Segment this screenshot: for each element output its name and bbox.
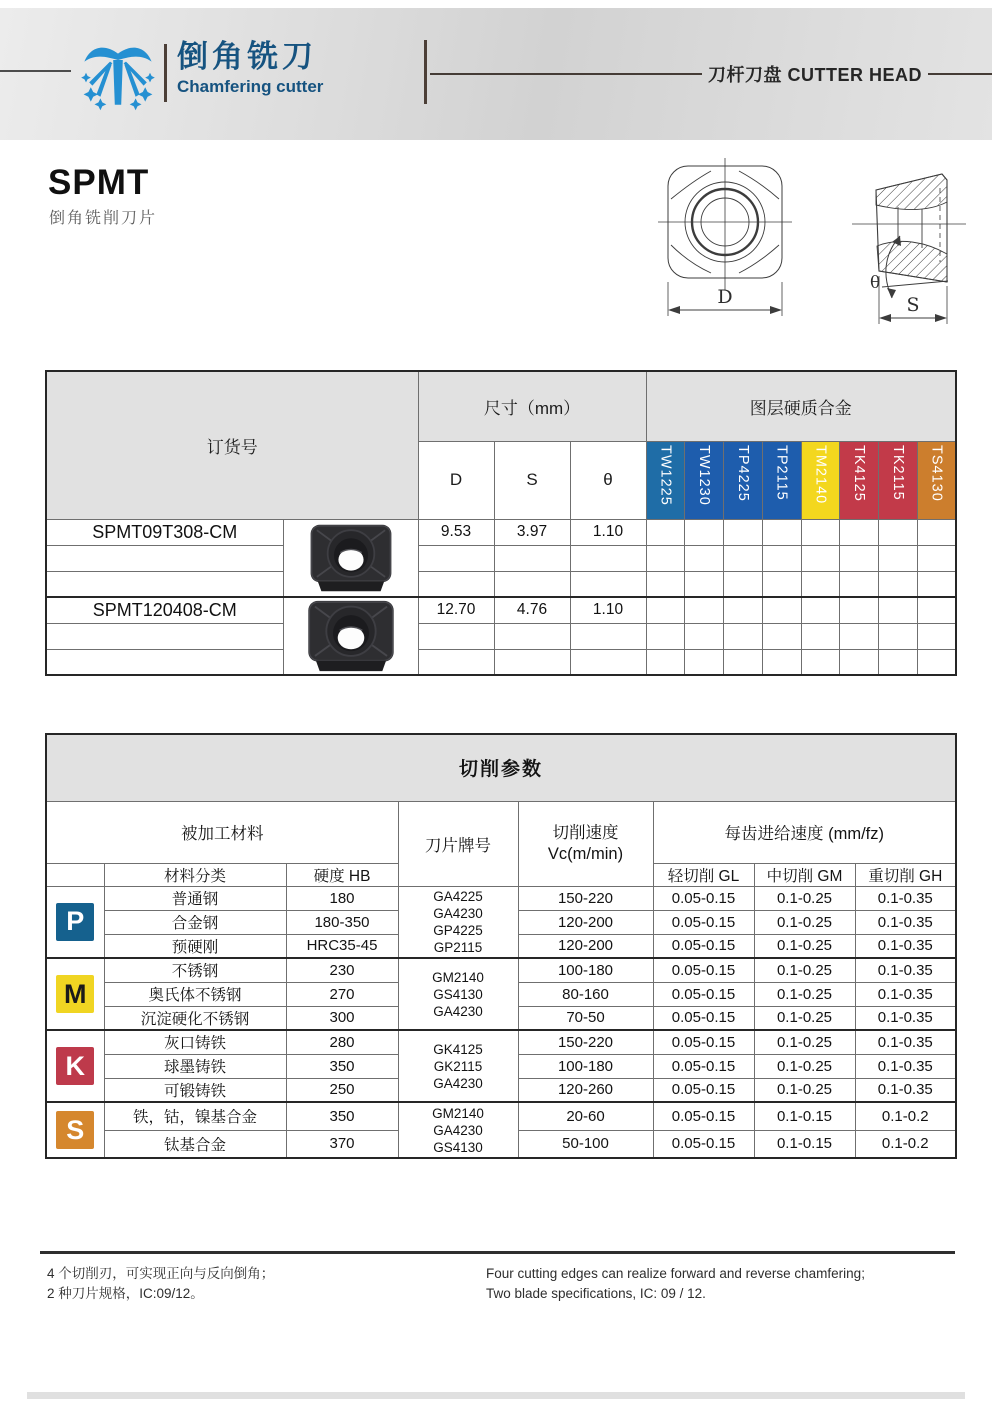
- table-row: [46, 649, 956, 675]
- table-row: 合金钢 180-350 120-200 0.05-0.15 0.1-0.25 0.1-0.35: [46, 910, 956, 934]
- grade-list-p: GA4225 GA4230 GP4225 GP2115: [398, 886, 518, 958]
- table-row: 奥氏体不锈钢 270 80-160 0.05-0.15 0.1-0.25 0.1-0.35: [46, 982, 956, 1006]
- table-row: 钛基合金 370 50-100 0.05-0.15 0.1-0.15 0.1-0.2: [46, 1130, 956, 1158]
- table-row: M 不锈钢 230 GM2140 GS4130 GA4230 100-180 0.05-0.15 0.1-0.25 0.1-0.35: [46, 958, 956, 982]
- grade-column-tp2115: [762, 441, 801, 519]
- value-d: 9.53: [418, 519, 494, 545]
- value-theta: 1.10: [570, 597, 646, 623]
- grade-label: TP4225: [734, 445, 751, 502]
- grade-list-m: GM2140 GS4130 GA4230: [398, 958, 518, 1030]
- page-title: SPMT: [48, 163, 150, 202]
- material-group-s: [46, 1102, 104, 1158]
- insert-photo: [283, 597, 418, 675]
- header-heavy-cut: 重切削 GH: [855, 863, 956, 886]
- header-feed-per-tooth: 每齿进给速度 (mm/fz): [653, 801, 956, 863]
- header-light-cut: 轻切削 GL: [653, 863, 754, 886]
- material-group-m: [46, 958, 104, 1030]
- material-group-k: [46, 1030, 104, 1102]
- dimension-d-label: D: [717, 286, 733, 308]
- header-cutting-speed: [518, 801, 653, 886]
- header-cutting-speed-unit: Vc(m/min): [547, 844, 624, 863]
- dimension-theta-label: θ: [870, 273, 881, 293]
- insert-photo: [283, 519, 418, 597]
- header-divider: [424, 40, 427, 104]
- grade-column-tw1225: [646, 441, 685, 519]
- table-row: [46, 519, 956, 545]
- badge-s: S: [56, 1111, 94, 1149]
- table-row: [46, 597, 956, 623]
- table-row: K 灰口铸铁 280 GK4125 GK2115 GA4230 150-220 0.05-0.15 0.1-0.25 0.1-0.35: [46, 1030, 956, 1054]
- brand-logo-icon: [78, 34, 158, 118]
- section-label: 刀杆刀盘 CUTTER HEAD: [708, 65, 922, 85]
- footnote-en-line1: Four cutting edges can realize forward and reverse chamfering;: [486, 1266, 865, 1281]
- table-row: S 铁，钴，镍基合金 350 GM2140 GA4230 GS4130 20-60 0.05-0.15 0.1-0.15 0.1-0.2: [46, 1102, 956, 1130]
- section-rule-right: [928, 73, 992, 75]
- order-number: SPMT09T308-CM: [46, 519, 283, 545]
- header-cutting-speed-zh: 切削速度: [552, 823, 619, 842]
- grade-label: TS4130: [928, 445, 945, 502]
- badge-m: M: [56, 975, 94, 1013]
- badge-k: K: [56, 1047, 94, 1085]
- grade-label: TK2115: [889, 445, 906, 501]
- header-workpiece-material: 被加工材料: [46, 801, 398, 863]
- insert-technical-drawing: [648, 158, 968, 336]
- logo-divider: [164, 44, 167, 102]
- header-hardness: 硬度 HB: [286, 863, 398, 886]
- header-left-rule: [0, 70, 71, 72]
- badge-p: P: [56, 903, 94, 941]
- grade-column-tm2140: [801, 441, 840, 519]
- grade-label: TW1225: [657, 445, 674, 506]
- page-bottom-bar: [27, 1392, 965, 1399]
- header-order-no: 订货号: [46, 371, 418, 519]
- footnote-chinese: [47, 1264, 274, 1304]
- table-row: 可锻铸铁 250 120-260 0.05-0.15 0.1-0.25 0.1-0.35: [46, 1078, 956, 1102]
- material: 普通钢: [104, 886, 286, 910]
- header-band: [0, 8, 992, 140]
- table-row: [46, 623, 956, 649]
- table-row: [46, 571, 956, 597]
- brand-title: 倒角铣刀: [177, 39, 317, 74]
- dimension-s-label: S: [906, 294, 920, 316]
- header-insert-grade: 刀片牌号: [398, 801, 518, 886]
- footer-rule: [40, 1251, 955, 1254]
- header-s: S: [494, 441, 570, 519]
- grade-column-tw1230: [685, 441, 724, 519]
- order-number: SPMT120408-CM: [46, 597, 283, 623]
- value-d: 12.70: [418, 597, 494, 623]
- footnote-zh-line1: 4 个切削刃，可实现正向与反向倒角；: [47, 1266, 275, 1281]
- header-coating: 图层硬质合金: [646, 371, 956, 441]
- header-medium-cut: 中切削 GM: [754, 863, 855, 886]
- feed-heavy: 0.1-0.35: [855, 886, 956, 910]
- grade-column-tk2115: [879, 441, 918, 519]
- table-row: 沉淀硬化不锈钢 300 70-50 0.05-0.15 0.1-0.25 0.1-0.35: [46, 1006, 956, 1030]
- header-size-mm: 尺寸（mm）: [418, 371, 646, 441]
- material-group-p: [46, 886, 104, 958]
- section-heading: [430, 8, 992, 140]
- grade-label: TK4125: [851, 445, 868, 502]
- feed-light: 0.05-0.15: [653, 886, 754, 910]
- table-row: [46, 545, 956, 571]
- table-row: 预硬刚 HRC35-45 120-200 0.05-0.15 0.1-0.25 0.1-0.35: [46, 934, 956, 958]
- grade-label: TM2140: [812, 445, 829, 505]
- section-rule-left: [430, 73, 702, 75]
- footnote-zh-line2: 2 种刀片规格，IC:09/12。: [47, 1286, 204, 1301]
- grade-list-k: GK4125 GK2115 GA4230: [398, 1030, 518, 1102]
- table-row: 球墨铸铁 350 100-180 0.05-0.15 0.1-0.25 0.1-0.35: [46, 1054, 956, 1078]
- footnote-en-line2: Two blade specifications, IC: 09 / 12.: [486, 1286, 706, 1301]
- page-subtitle: 倒角铣削刀片: [49, 210, 158, 227]
- brand-logo-text: [177, 40, 323, 97]
- hardness: 180: [286, 886, 398, 910]
- cutting-speed: 150-220: [518, 886, 653, 910]
- grade-column-tp4225: [724, 441, 763, 519]
- size-table: [45, 370, 957, 676]
- footnote-english: [486, 1264, 865, 1304]
- badge-header-cell: [46, 863, 104, 886]
- grade-list-s: GM2140 GA4230 GS4130: [398, 1102, 518, 1158]
- grade-column-tk4125: [840, 441, 879, 519]
- header-d: D: [418, 441, 494, 519]
- grade-column-ts4130: [917, 441, 956, 519]
- cutting-params-title: 切削参数: [46, 734, 956, 801]
- brand-subtitle: Chamfering cutter: [177, 77, 324, 96]
- grade-label: TP2115: [773, 445, 790, 501]
- feed-medium: 0.1-0.25: [754, 886, 855, 910]
- value-theta: 1.10: [570, 519, 646, 545]
- grade-label: TW1230: [696, 445, 713, 506]
- table-row: [46, 886, 956, 910]
- header-material-class: 材料分类: [104, 863, 286, 886]
- value-s: 4.76: [494, 597, 570, 623]
- cutting-parameters-table: [45, 733, 957, 1159]
- header-theta: θ: [570, 441, 646, 519]
- value-s: 3.97: [494, 519, 570, 545]
